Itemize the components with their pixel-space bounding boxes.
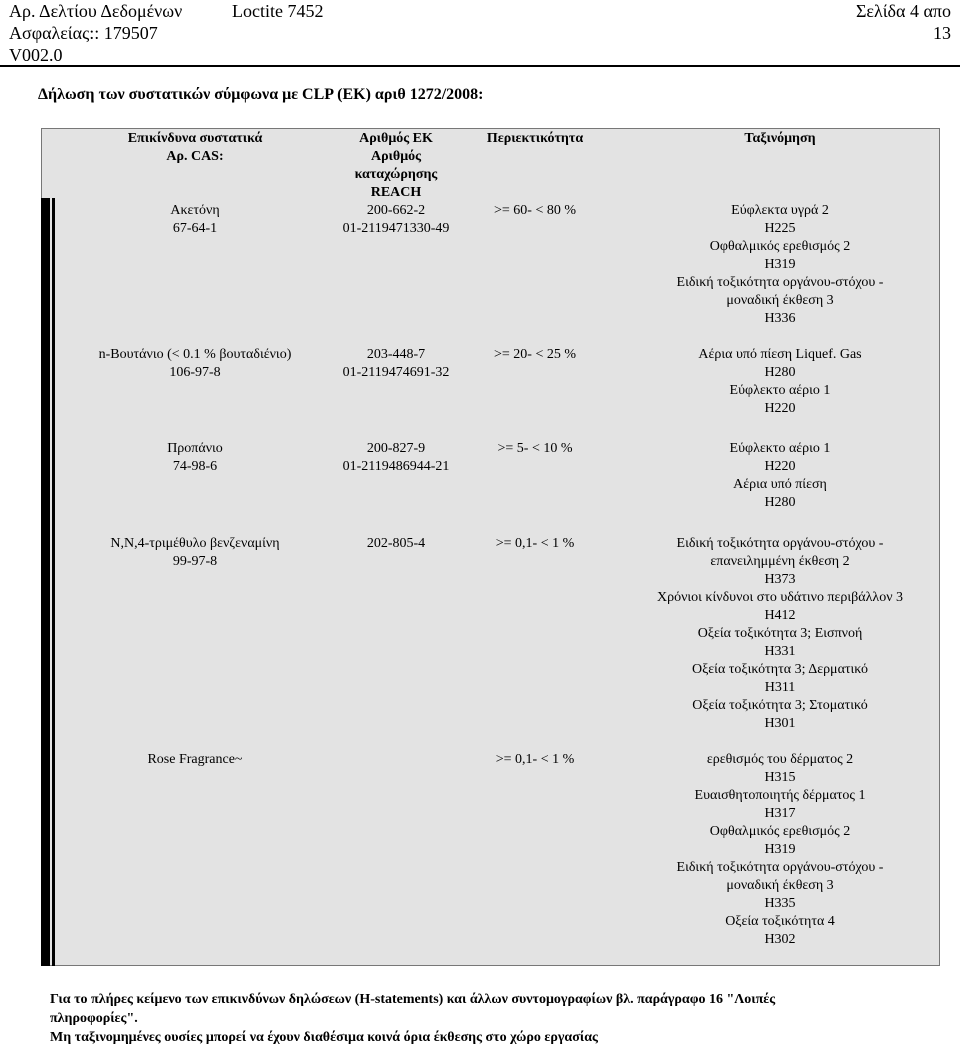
footnote-h-statements: Για το πλήρες κείμενο των επικινδύνων δηλώσεων (H-statements) και άλλων συντομογραφίων βλ. παράγραφο 16 "Λοιπές <box>50 992 776 1007</box>
row-trimethylbenzenamine-classification: Ειδική τοξικότητα οργάνου-στόχου - επανειλημμένη έκθεση 2 H373 Χρόνιοι κίνδυνοι στο υδάτινο περιβάλλον 3 H412 Οξεία τοξικότητα 3; Εισπνοή H331 Οξεία τοξικότητα 3; Δερματικό H311 Οξεία τοξικότητα 3; Στοματικό H301 <box>656 536 904 731</box>
header-rule <box>0 65 960 67</box>
row-rose-fragrance-conc: >= 0,1- < 1 % <box>495 752 575 767</box>
row-trimethylbenzenamine-name: N,N,4-τριμέθυλο βενζεναμίνη 99-97-8 <box>110 536 280 569</box>
row-rose-fragrance-name: Rose Fragrance~ <box>147 752 243 767</box>
page-label: Σελίδα 4 απο <box>855 1 951 21</box>
row-propane-classification: Εύφλεκτο αέριο 1 H220 Αέρια υπό πίεση H280 <box>729 441 831 510</box>
product-name: Loctite 7452 <box>232 1 324 21</box>
document-header <box>9 0 951 66</box>
page-total: 13 <box>933 23 951 43</box>
row-butane-classification: Αέρια υπό πίεση Liquef. Gas H280 Εύφλεκτο αέριο 1 H220 <box>698 347 862 416</box>
version: V002.0 <box>9 45 63 65</box>
change-bar-secondary <box>52 198 55 966</box>
header-classification: Ταξινόμηση <box>744 131 816 146</box>
row-propane-name: Προπάνιο 74-98-6 <box>167 441 223 474</box>
row-trimethylbenzenamine-ec: 202-805-4 <box>366 536 426 551</box>
row-acetone-name: Ακετόνη 67-64-1 <box>170 203 220 236</box>
section-title: Δήλωση των συστατικών σύμφωνα με CLP (ΕΚ) αριθ 1272/2008: <box>38 86 484 103</box>
row-acetone-ec: 200-662-2 01-2119471330-49 <box>342 203 450 236</box>
row-acetone-conc: >= 60- < 80 % <box>493 203 576 218</box>
doc-title: Αρ. Δελτίου Δεδομένων <box>9 1 183 21</box>
header-content: Περιεκτικότητα <box>486 131 584 146</box>
row-trimethylbenzenamine-conc: >= 0,1- < 1 % <box>495 536 575 551</box>
change-bar <box>41 198 50 966</box>
footnote-exposure-limits: Μη ταξινομημένες ουσίες μπορεί να έχουν διαθέσιμα κοινά όρια έκθεσης στο χώρο εργασίας <box>50 1030 598 1045</box>
header-hazardous-components: Επικίνδυνα συστατικά Αρ. CAS: <box>127 131 263 164</box>
header-ec-number: Αριθμός ΕΚ Αριθμός καταχώρησης REACH <box>354 131 438 200</box>
safety-number: Ασφαλείας:: 179507 <box>9 23 158 43</box>
row-butane-conc: >= 20- < 25 % <box>493 347 576 362</box>
row-propane-ec: 200-827-9 01-2119486944-21 <box>342 441 450 474</box>
row-propane-conc: >= 5- < 10 % <box>497 441 573 456</box>
row-acetone-classification: Εύφλεκτα υγρά 2 H225 Οφθαλμικός ερεθισμός 2 H319 Ειδική τοξικότητα οργάνου-στόχου - μοναδική έκθεση 3 H336 <box>676 203 884 326</box>
row-butane-ec: 203-448-7 01-2119474691-32 <box>342 347 450 380</box>
footnote-h-statements-cont: πληροφορίες". <box>50 1011 138 1026</box>
row-butane-name: n-Βουτάνιο (< 0.1 % βουταδιένιο) 106-97-8 <box>98 347 292 380</box>
row-rose-fragrance-classification: ερεθισμός του δέρματος 2 H315 Ευαισθητοποιητής δέρματος 1 H317 Οφθαλμικός ερεθισμός 2 H319 Ειδική τοξικότητα οργάνου-στόχου - μοναδική έκθεση 3 H335 Οξεία τοξικότητα 4 H302 <box>676 752 884 947</box>
